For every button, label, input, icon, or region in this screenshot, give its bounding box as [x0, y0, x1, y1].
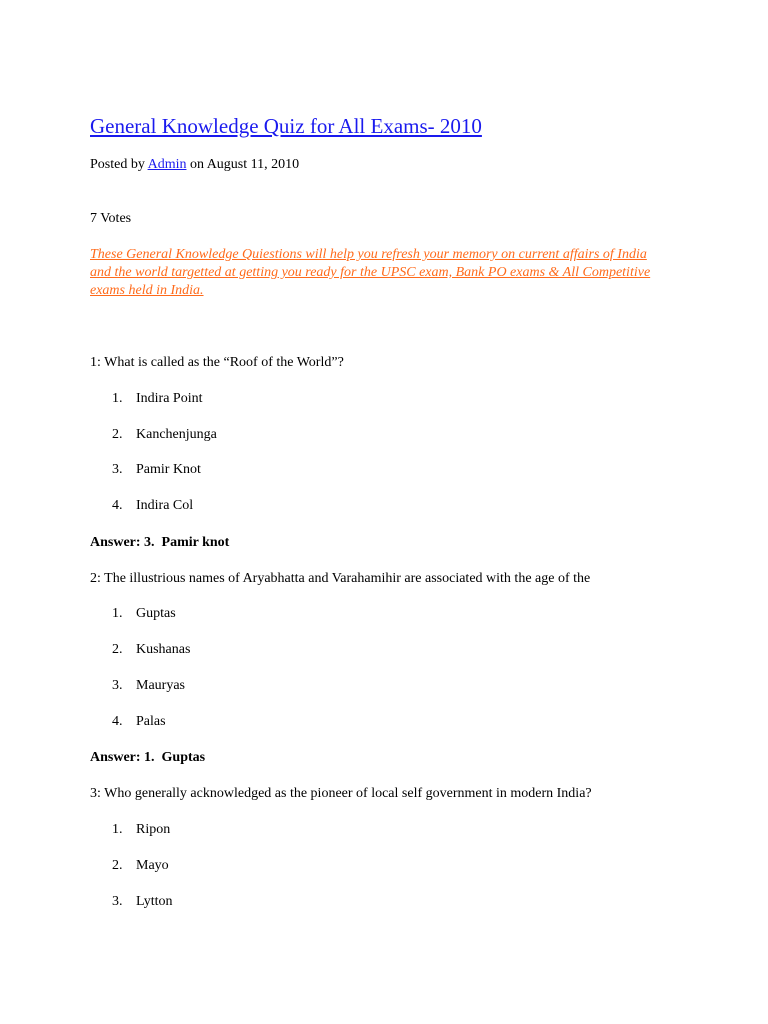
option-label: Mayo — [136, 858, 169, 873]
post-title-link[interactable]: General Knowledge Quiz for All Exams- 2010 — [90, 114, 482, 138]
question-3-option-3 — [112, 893, 173, 911]
question-2-option-1 — [112, 605, 176, 623]
question-2-answer: Answer: 1. Guptas — [90, 750, 206, 765]
option-number: 4. — [112, 714, 123, 729]
vote-count: 7 Votes — [90, 211, 132, 226]
question-3-option-1 — [112, 821, 170, 839]
question-1-option-2 — [112, 426, 217, 444]
option-label: Indira Point — [136, 391, 203, 406]
option-number: 2. — [112, 858, 123, 873]
option-label: Palas — [136, 714, 166, 729]
question-3: 3: Who generally acknowledged as the pioneer of local self government in modern India? — [90, 786, 592, 801]
option-label: Mauryas — [136, 678, 185, 693]
option-number: 3. — [112, 894, 123, 909]
option-label: Lytton — [136, 894, 173, 909]
option-label: Indira Col — [136, 498, 194, 513]
posted-by-label: Posted by — [90, 157, 148, 172]
question-1-option-1 — [112, 390, 203, 408]
question-1-option-3 — [112, 461, 201, 479]
option-number: 3. — [112, 678, 123, 693]
question-3-option-2 — [112, 857, 169, 875]
question-1-option-4 — [112, 497, 193, 515]
option-label: Ripon — [136, 822, 171, 837]
question-2: 2: The illustrious names of Aryabhatta and Varahamihir are associated with the age of the — [90, 571, 591, 586]
question-2-option-4 — [112, 713, 166, 731]
option-number: 2. — [112, 642, 123, 657]
option-number: 4. — [112, 498, 123, 513]
option-label: Pamir Knot — [136, 462, 201, 477]
option-label: Kanchenjunga — [136, 427, 217, 442]
option-label: Kushanas — [136, 642, 191, 657]
question-2-option-2 — [112, 641, 190, 659]
post-meta — [90, 156, 299, 174]
post-date: on August 11, 2010 — [186, 157, 300, 172]
option-number: 1. — [112, 606, 123, 621]
option-label: Guptas — [136, 606, 176, 621]
post-title — [90, 114, 482, 138]
option-number: 3. — [112, 462, 123, 477]
question-1: 1: What is called as the “Roof of the World”? — [90, 355, 344, 370]
option-number: 2. — [112, 427, 123, 442]
intro-text: These General Knowledge Quiestions will help you refresh your memory on current affairs of India and the world targetted at getting you ready for the UPSC exam, Bank PO exams & All Competitive exams held in India. — [90, 247, 651, 298]
option-number: 1. — [112, 822, 123, 837]
author-link[interactable]: Admin — [147, 157, 187, 172]
question-2-option-3 — [112, 677, 185, 695]
option-number: 1. — [112, 391, 123, 406]
question-1-answer: Answer: 3. Pamir knot — [90, 535, 230, 550]
